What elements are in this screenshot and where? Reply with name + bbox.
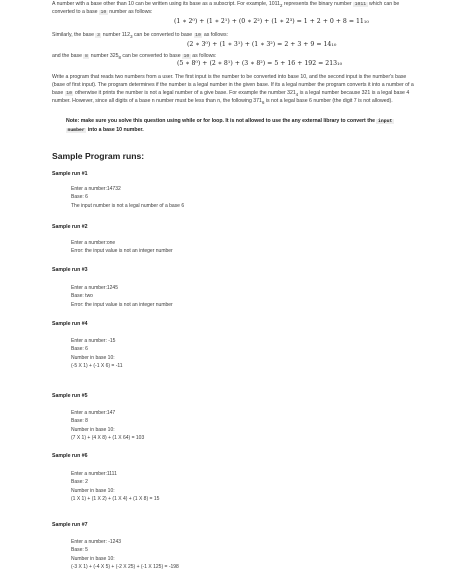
output-line: Error: the input value is not an integer number [71, 248, 173, 255]
inline-code: 1011 [354, 2, 367, 7]
inline-code: 3 [96, 33, 100, 38]
sample-run-output [71, 284, 173, 309]
intro-text: can be converted to base [120, 53, 183, 59]
inline-code: number [67, 128, 85, 133]
output-line: Enter a number:1245 [71, 285, 118, 291]
sample-run-output [71, 239, 173, 256]
inline-code: 8 [84, 54, 88, 59]
intro-text: number as follows: [107, 9, 153, 15]
formula-base-8: (5 ∗ 8⁰) + (2 ∗ 8¹) + (3 ∗ 8²) = 5 + 16 + 192 = 213₁₀ [177, 60, 343, 67]
output-line: Number in base 10: [71, 487, 115, 494]
sample-run-output [71, 185, 184, 210]
intro-text: number 112 [101, 32, 131, 38]
note-text: Note: make sure you solve this question using while or for loop. It is not allowed to use the any external library to convert the [66, 118, 377, 124]
sample-runs-heading: Sample Program runs: [52, 151, 145, 161]
formula-base-2: (1 ∗ 2⁰) + (1 ∗ 2¹) + (0 ∗ 2²) + (1 ∗ 2³) = 1 + 2 + 0 + 8 = 11₁₀ [174, 18, 369, 25]
output-line: Base: 2 [71, 479, 88, 486]
task-text: is a legal number because 321 is a legal base 4 [298, 90, 410, 96]
subscript: 4 [295, 92, 299, 98]
formula-base-3: (2 ∗ 3⁰) + (1 ∗ 3¹) + (1 ∗ 3²) = 2 + 3 + 9 = 14₁₀ [187, 41, 337, 48]
note-block [66, 117, 448, 135]
output-line: Base: 6 [71, 194, 88, 201]
output-line: The input number is not a legal number of a base 6 [71, 202, 185, 209]
sample-run-output [71, 538, 179, 572]
task-line-4 [52, 98, 450, 107]
intro-text: A number with a base other than 10 can be written using its base as a subscript. For example, 1011 [52, 1, 280, 7]
sample-run-output [71, 470, 159, 504]
intro-text: can be converted to base [132, 32, 194, 38]
output-line: (1 X 1) + (1 X 2) + (1 X 4) + (1 X 8) = 15 [71, 496, 160, 503]
inline-code: input [377, 119, 393, 124]
task-text: number. However, since all digits of a base n number must be less than n, the following 371 [52, 98, 262, 104]
output-line: Base: two [71, 293, 93, 300]
output-line: Enter a number:one [71, 240, 116, 246]
intro-text: converted to a base [52, 9, 100, 15]
subscript: 6 [261, 100, 265, 106]
inline-code: 10 [66, 91, 72, 96]
intro-text: Similarly, the base [52, 32, 96, 38]
sample-run-output [71, 337, 123, 371]
intro-line-3 [52, 32, 450, 41]
intro-text: as follows: [202, 32, 229, 38]
intro-text: number 325 [89, 53, 119, 59]
output-line: Enter a number:1111 [71, 471, 117, 477]
intro-text: and the base [52, 53, 84, 59]
sample-run-label: Sample run #4 [52, 321, 88, 327]
output-line: Number in base 10: [71, 555, 115, 562]
output-line: Enter a number:14732 [71, 186, 121, 192]
output-line: Error: the input value is not an integer number [71, 301, 173, 308]
output-line: (-3 X 1) + (-4 X 5) + (-2 X 25) + (-1 X 125) = -198 [71, 564, 179, 571]
output-line: Number in base 10: [71, 354, 115, 361]
sample-run-label: Sample run #7 [52, 522, 88, 528]
output-line: (-5 X 1) + (-1 X 6) = -11 [71, 363, 123, 370]
intro-line-2 [52, 9, 450, 17]
output-line: Number in base 10: [71, 426, 115, 433]
sample-run-label: Sample run #5 [52, 393, 88, 399]
output-line: Enter a number: -15 [71, 338, 116, 344]
task-line-2: (base of first input). The program determines if the number is a legal number in the given base. If its a legal number the program converts it into a number of a [52, 82, 414, 88]
sample-run-output [71, 409, 144, 443]
note-text: into a base 10 number. [86, 127, 144, 133]
intro-text: represents the binary number [282, 1, 354, 7]
subscript: 3 [130, 34, 133, 40]
sample-run-label: Sample run #2 [52, 224, 88, 230]
output-line: Base: 5 [71, 547, 88, 554]
task-text: otherwise it prints the number is not a legal number of a give base. For example the number 321 [73, 90, 296, 96]
task-text: is not a legal base 6 number (the digit 7 is not allowed). [264, 98, 393, 104]
inline-code: 10 [100, 10, 107, 15]
sample-run-label: Sample run #3 [52, 267, 88, 273]
inline-code: 10 [195, 33, 201, 38]
output-line: Enter a number: -1243 [71, 539, 122, 545]
output-line: Enter a number:147 [71, 410, 116, 416]
subscript: 8 [118, 55, 121, 61]
output-line: Base: 6 [71, 346, 88, 353]
sample-run-label: Sample run #6 [52, 453, 88, 459]
inline-code: 10 [183, 54, 190, 59]
intro-text: as follows: [190, 53, 217, 59]
intro-text: which can be [367, 1, 400, 7]
subscript: 2 [280, 3, 283, 9]
task-line-1: Write a program that reads two numbers from a user. The first input is the number to be converted into base 10, and the second input is the number's base [52, 74, 407, 80]
sample-run-label: Sample run #1 [52, 171, 88, 177]
task-text: base [52, 90, 65, 96]
output-line: (7 X 1) + (4 X 8) + (1 X 64) = 103 [71, 435, 145, 442]
output-line: Base: 8 [71, 418, 88, 425]
